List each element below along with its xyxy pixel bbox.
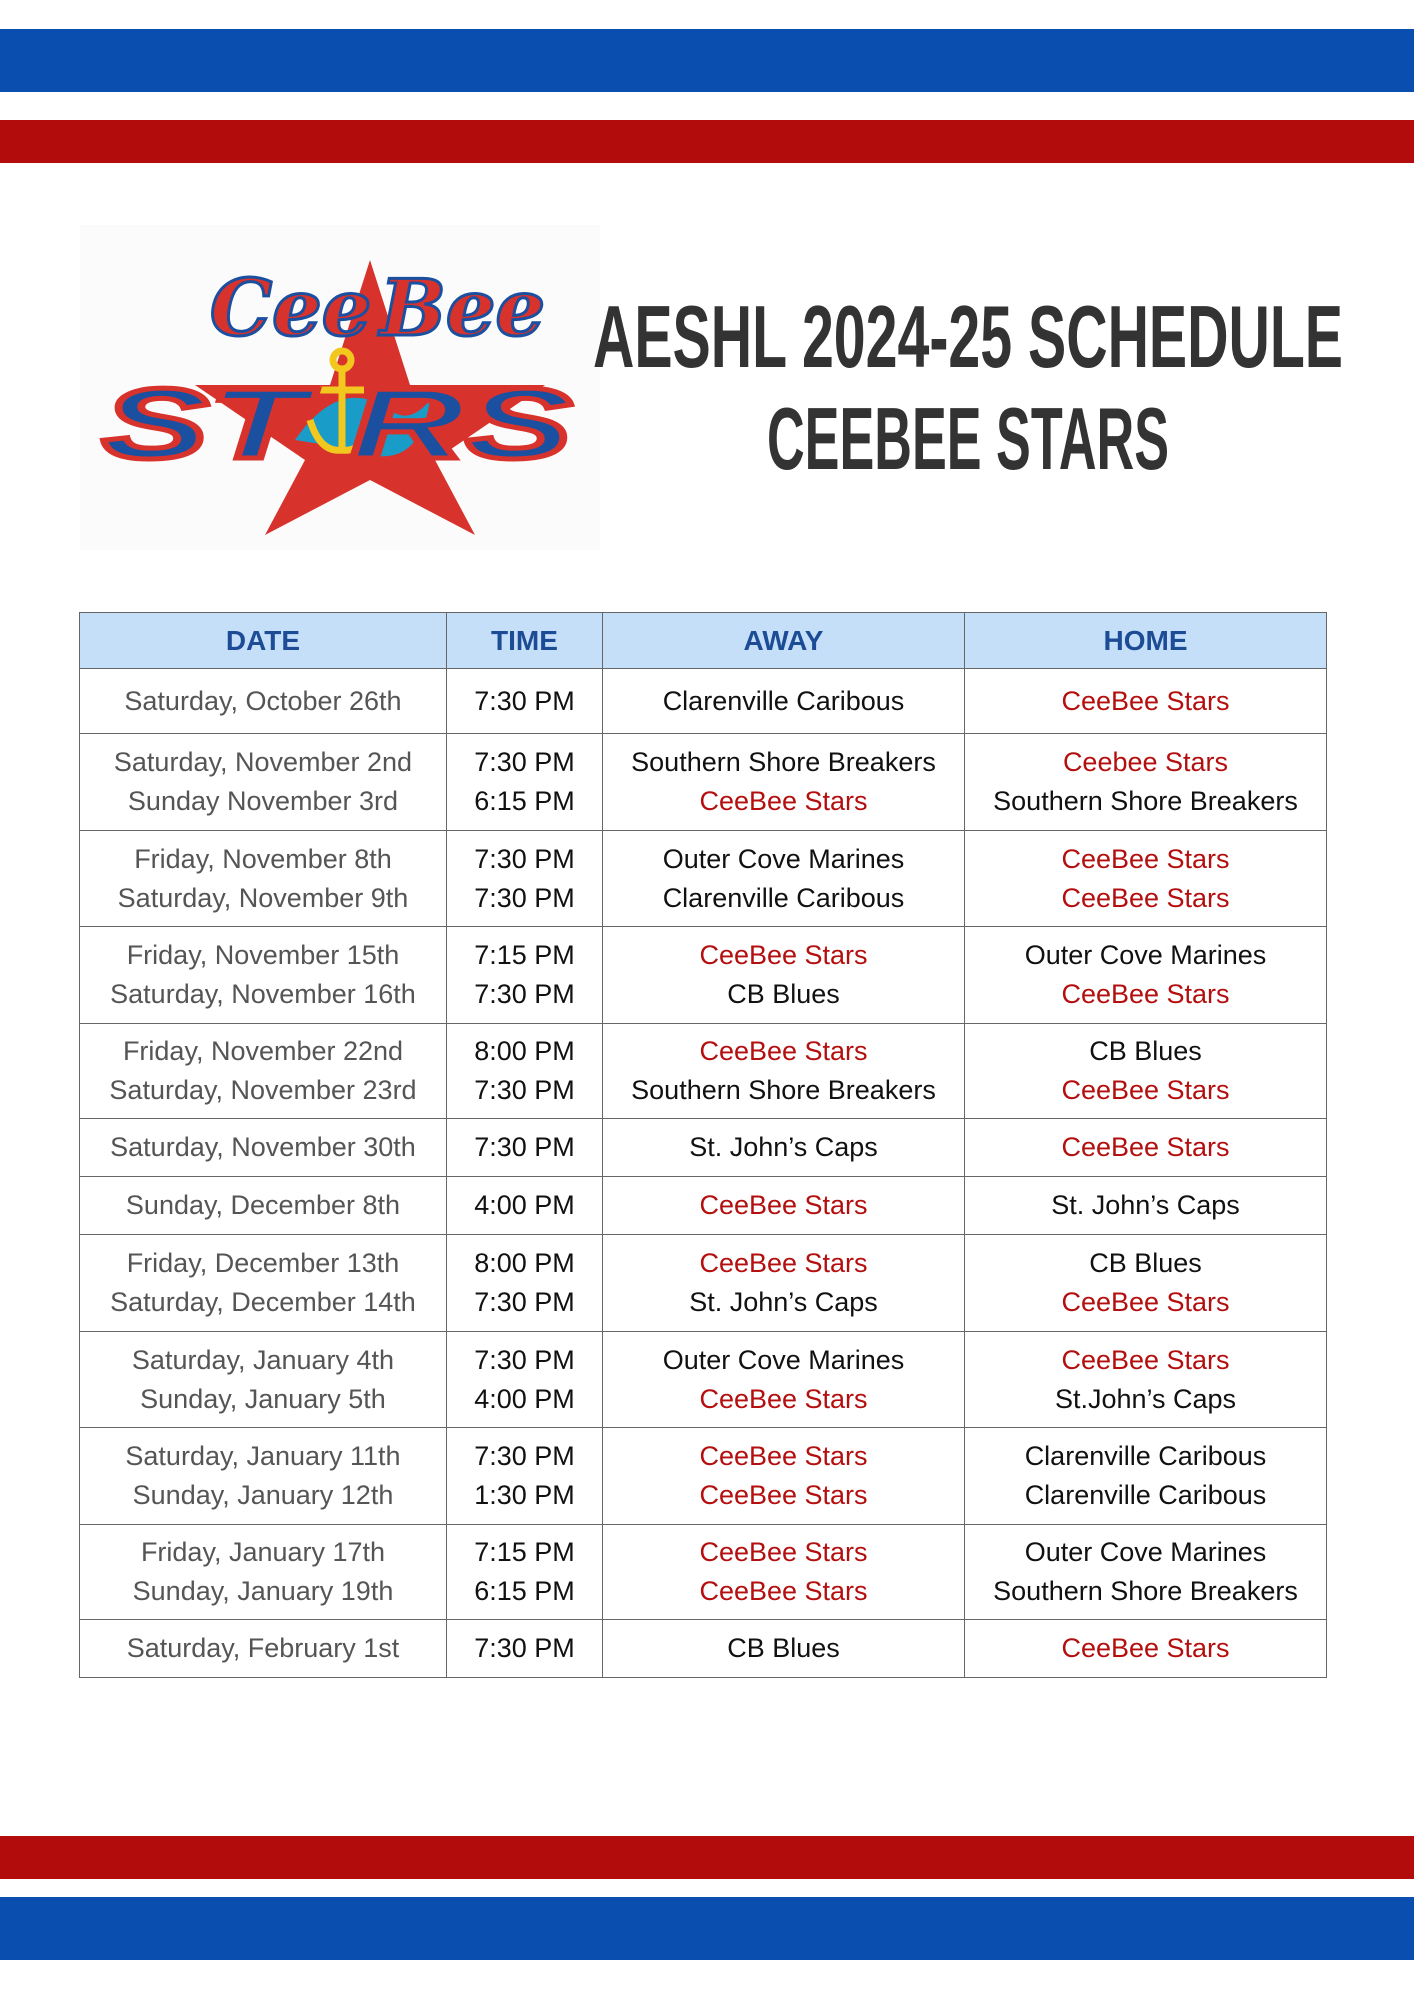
time-value: 7:30 PM [474, 1287, 575, 1317]
away-value: CeeBee Stars [699, 1576, 868, 1606]
svg-text:Bee: Bee [380, 263, 546, 354]
away-value: CB Blues [727, 1633, 840, 1663]
home-value: Southern Shore Breakers [993, 786, 1298, 816]
home-cell [965, 1525, 1327, 1620]
date-cell [80, 1119, 447, 1177]
away-cell [603, 831, 965, 927]
time-value: 7:30 PM [474, 685, 575, 716]
home-cell [965, 1620, 1327, 1678]
date-cell [80, 734, 447, 831]
top-blue-stripe [0, 29, 1414, 92]
schedule-title-wrap [592, 285, 1344, 385]
svg-text:Cee: Cee [210, 263, 372, 354]
away-value: Outer Cove Marines [662, 843, 905, 874]
home-value: Clarenville Caribous [1024, 1480, 1267, 1510]
away-value: CeeBee Stars [699, 940, 868, 970]
table-row [80, 1428, 1327, 1525]
table-row [80, 1620, 1327, 1678]
time-value: 7:15 PM [474, 1537, 575, 1567]
away-cell [603, 1525, 965, 1620]
table-row [80, 1525, 1327, 1620]
time-cell [447, 1235, 603, 1332]
away-value: CeeBee Stars [699, 1537, 868, 1567]
away-value: Clarenville Caribous [662, 882, 905, 913]
bottom-blue-stripe [0, 1897, 1414, 1960]
time-value: 7:30 PM [474, 882, 575, 913]
away-value: CeeBee Stars [699, 1383, 868, 1414]
home-value: CeeBee Stars [1061, 1344, 1230, 1375]
table-row [80, 1235, 1327, 1332]
date-cell [80, 831, 447, 927]
time-value: 7:30 PM [474, 1075, 575, 1105]
away-cell [603, 927, 965, 1024]
time-cell [447, 734, 603, 831]
time-value: 7:30 PM [474, 1633, 575, 1663]
away-value: Outer Cove Marines [662, 1344, 905, 1375]
date-cell [80, 1235, 447, 1332]
date-cell [80, 1428, 447, 1525]
home-value: St.John’s Caps [1054, 1383, 1237, 1414]
home-value: Clarenville Caribous [1024, 1441, 1267, 1471]
away-value: St. John’s Caps [689, 1132, 878, 1162]
date-value: Sunday, January 5th [140, 1383, 386, 1414]
date-value: Friday, November 15th [126, 940, 400, 970]
home-cell [965, 831, 1327, 927]
time-cell [447, 669, 603, 734]
date-value: Friday, December 13th [126, 1248, 400, 1278]
team-title-wrap [592, 387, 1344, 487]
time-value: 7:30 PM [474, 843, 575, 874]
date-cell [80, 669, 447, 734]
date-value: Saturday, January 11th [125, 1441, 401, 1471]
time-cell [447, 1620, 603, 1678]
time-value: 1:30 PM [474, 1480, 575, 1510]
date-value: Saturday, January 4th [131, 1344, 395, 1375]
time-value: 7:15 PM [474, 940, 575, 970]
time-cell [447, 1119, 603, 1177]
date-value: Sunday November 3rd [127, 786, 399, 816]
away-value: Southern Shore Breakers [631, 1075, 936, 1105]
time-value: 6:15 PM [474, 1576, 575, 1606]
home-cell [965, 1332, 1327, 1428]
away-value: Southern Shore Breakers [631, 747, 936, 777]
time-value: 7:30 PM [474, 1132, 575, 1162]
home-value: CB Blues [1089, 1248, 1202, 1278]
table-row [80, 669, 1327, 734]
table-row [80, 1024, 1327, 1119]
home-value: Ceebee Stars [1062, 747, 1229, 777]
date-value: Saturday, November 16th [110, 979, 416, 1009]
home-cell [965, 1177, 1327, 1235]
time-cell [447, 1024, 603, 1119]
time-cell [447, 1177, 603, 1235]
time-cell [447, 1332, 603, 1428]
home-cell [965, 927, 1327, 1024]
date-value: Saturday, February 1st [126, 1633, 400, 1663]
away-value: CeeBee Stars [699, 1480, 868, 1510]
time-value: 8:00 PM [474, 1036, 575, 1066]
away-cell [603, 1620, 965, 1678]
away-cell [603, 669, 965, 734]
svg-text:ST RS: ST RS [102, 368, 572, 480]
home-cell [965, 1235, 1327, 1332]
home-value: CeeBee Stars [1061, 843, 1230, 874]
away-cell [603, 734, 965, 831]
home-cell [965, 1119, 1327, 1177]
date-value: Saturday, November 9th [117, 882, 409, 913]
date-value: Sunday, January 19th [132, 1576, 394, 1606]
column-header-away: AWAY [603, 613, 965, 669]
time-cell [447, 1428, 603, 1525]
date-cell [80, 1332, 447, 1428]
column-header-home: HOME [965, 613, 1327, 669]
date-cell [80, 1620, 447, 1678]
away-value: CeeBee Stars [699, 1441, 868, 1471]
time-value: 8:00 PM [474, 1248, 575, 1278]
schedule-title: AESHL 2024-25 SCHEDULE [593, 287, 1343, 386]
home-value: CB Blues [1089, 1036, 1202, 1066]
bottom-red-stripe [0, 1836, 1414, 1879]
home-value: St. John’s Caps [1051, 1190, 1240, 1220]
date-value: Saturday, December 14th [110, 1287, 416, 1317]
date-cell [80, 1525, 447, 1620]
time-value: 7:30 PM [474, 747, 575, 777]
ceebee-stars-logo [80, 225, 600, 550]
date-value: Saturday, November 2nd [113, 747, 413, 777]
time-cell [447, 927, 603, 1024]
date-cell [80, 1177, 447, 1235]
away-cell [603, 1177, 965, 1235]
time-value: 7:30 PM [474, 979, 575, 1009]
table-row [80, 927, 1327, 1024]
home-value: Outer Cove Marines [1024, 940, 1267, 970]
date-value: Friday, November 22nd [122, 1036, 404, 1066]
date-value: Saturday, November 30th [110, 1132, 416, 1162]
home-value: CeeBee Stars [1061, 1633, 1230, 1663]
table-row [80, 831, 1327, 927]
table-row [80, 1332, 1327, 1428]
team-title: CEEBEE STARS [767, 389, 1169, 488]
away-cell [603, 1332, 965, 1428]
table-header-row [80, 613, 1327, 669]
away-value: St. John’s Caps [689, 1287, 878, 1317]
home-value: CeeBee Stars [1061, 1287, 1230, 1317]
date-value: Friday, November 8th [134, 843, 392, 874]
time-cell [447, 831, 603, 927]
date-value: Sunday, December 8th [125, 1190, 401, 1220]
away-cell [603, 1235, 965, 1332]
away-value: CeeBee Stars [699, 786, 868, 816]
time-value: 7:30 PM [474, 1344, 575, 1375]
time-value: 7:30 PM [474, 1441, 575, 1471]
away-value: CeeBee Stars [699, 1248, 868, 1278]
time-value: 4:00 PM [474, 1383, 575, 1414]
time-cell [447, 1525, 603, 1620]
away-value: CeeBee Stars [699, 1190, 868, 1220]
away-cell [603, 1428, 965, 1525]
away-value: CB Blues [727, 979, 840, 1009]
top-red-stripe [0, 120, 1414, 163]
home-value: Outer Cove Marines [1024, 1537, 1267, 1567]
table-row [80, 734, 1327, 831]
schedule-table [79, 612, 1327, 1678]
date-value: Sunday, January 12th [132, 1480, 394, 1510]
home-value: CeeBee Stars [1061, 979, 1230, 1009]
date-cell [80, 927, 447, 1024]
away-value: Clarenville Caribous [662, 685, 905, 716]
home-cell [965, 669, 1327, 734]
date-value: Friday, January 17th [140, 1537, 386, 1567]
home-cell [965, 734, 1327, 831]
home-cell [965, 1024, 1327, 1119]
date-value: Saturday, November 23rd [109, 1075, 417, 1105]
date-value: Saturday, October 26th [124, 685, 402, 716]
date-cell [80, 1024, 447, 1119]
time-value: 6:15 PM [474, 786, 575, 816]
away-cell [603, 1024, 965, 1119]
home-value: Southern Shore Breakers [993, 1576, 1298, 1606]
column-header-date: DATE [80, 613, 447, 669]
time-value: 4:00 PM [474, 1190, 575, 1220]
home-value: CeeBee Stars [1061, 1132, 1230, 1162]
home-value: CeeBee Stars [1061, 685, 1230, 716]
home-value: CeeBee Stars [1061, 1075, 1230, 1105]
home-cell [965, 1428, 1327, 1525]
away-cell [603, 1119, 965, 1177]
table-row [80, 1119, 1327, 1177]
column-header-time: TIME [447, 613, 603, 669]
away-value: CeeBee Stars [699, 1036, 868, 1066]
home-value: CeeBee Stars [1061, 882, 1230, 913]
table-row [80, 1177, 1327, 1235]
